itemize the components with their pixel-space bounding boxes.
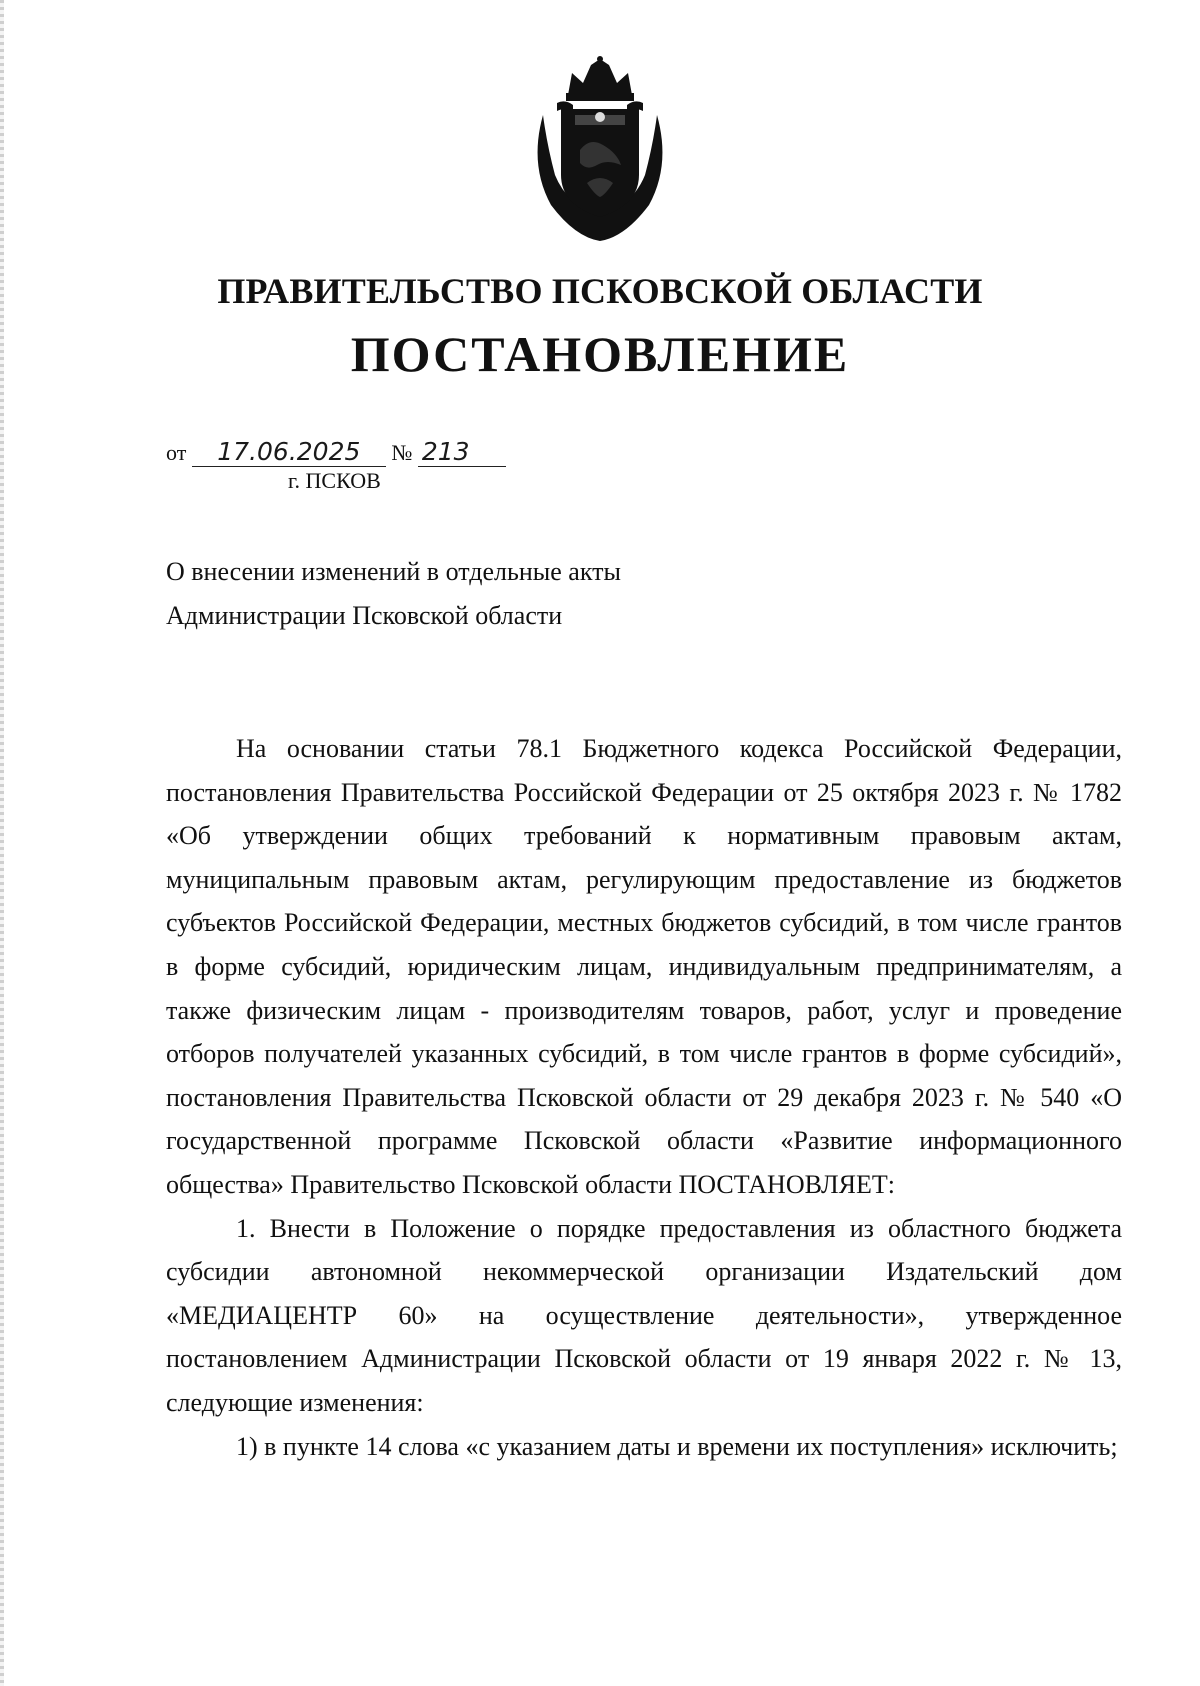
item-1-paragraph: 1. Внести в Положение о порядке предоставления из областного бюджета субсидии автономной некоммерческой организации Издательский дом «МЕДИАЦЕНТР 60» на осуществление деятельности», утвержденное постановлением Администрации Псковской области от 19 января 2022 г. № 13, следующие изменения: [166,1213,1122,1417]
org-title: ПРАВИТЕЛЬСТВО ПСКОВСКОЙ ОБЛАСТИ [217,271,983,311]
number-prefix: № [391,440,413,465]
handwritten-number: 213 [418,438,506,467]
item-1-subitem-1-paragraph: 1) в пункте 14 слова «с указанием даты и времени их поступления» исключить; [236,1431,1118,1461]
scan-edge [0,0,4,1686]
pskov-oblast-coat-of-arms-icon [525,55,675,245]
date-number-row [166,438,506,467]
subject-line-2: Администрации Псковской области [166,601,563,630]
preamble-paragraph: На основании статьи 78.1 Бюджетного кодекса Российской Федерации, постановления Правительства Российской Федерации от 25 октября 2023 г. № 1782 «Об утверждении общих требований к нормативным правовым актам, муниципальным правовым актам, регулирующим предоставление из бюджетов субъектов Российской Федерации, местных бюджетов субсидий, в том числе грантов в форме субсидий, юридическим лицам, индивидуальным предпринимателям, а также физическим лицам - производителям товаров, работ, услуг и проведение отборов получателей указанных субсидий, в том числе грантов в форме субсидий», постановления Правительства Псковской области от 29 декабря 2023 г. № 540 «О государственной программе Псковской области «Развитие информационного общества» Правительство Псковской области ПОСТАНОВЛЯЕТ: [166,734,1122,1199]
date-prefix: от [166,440,187,465]
handwritten-date: 17.06.2025 [192,438,386,467]
subject-line-1: О внесении изменений в отдельные акты [166,557,621,586]
document-type-title: ПОСТАНОВЛЕНИЕ [350,326,850,382]
document-body [166,727,1122,1468]
city-label: г. ПСКОВ [288,468,381,493]
document-subject [166,550,621,638]
